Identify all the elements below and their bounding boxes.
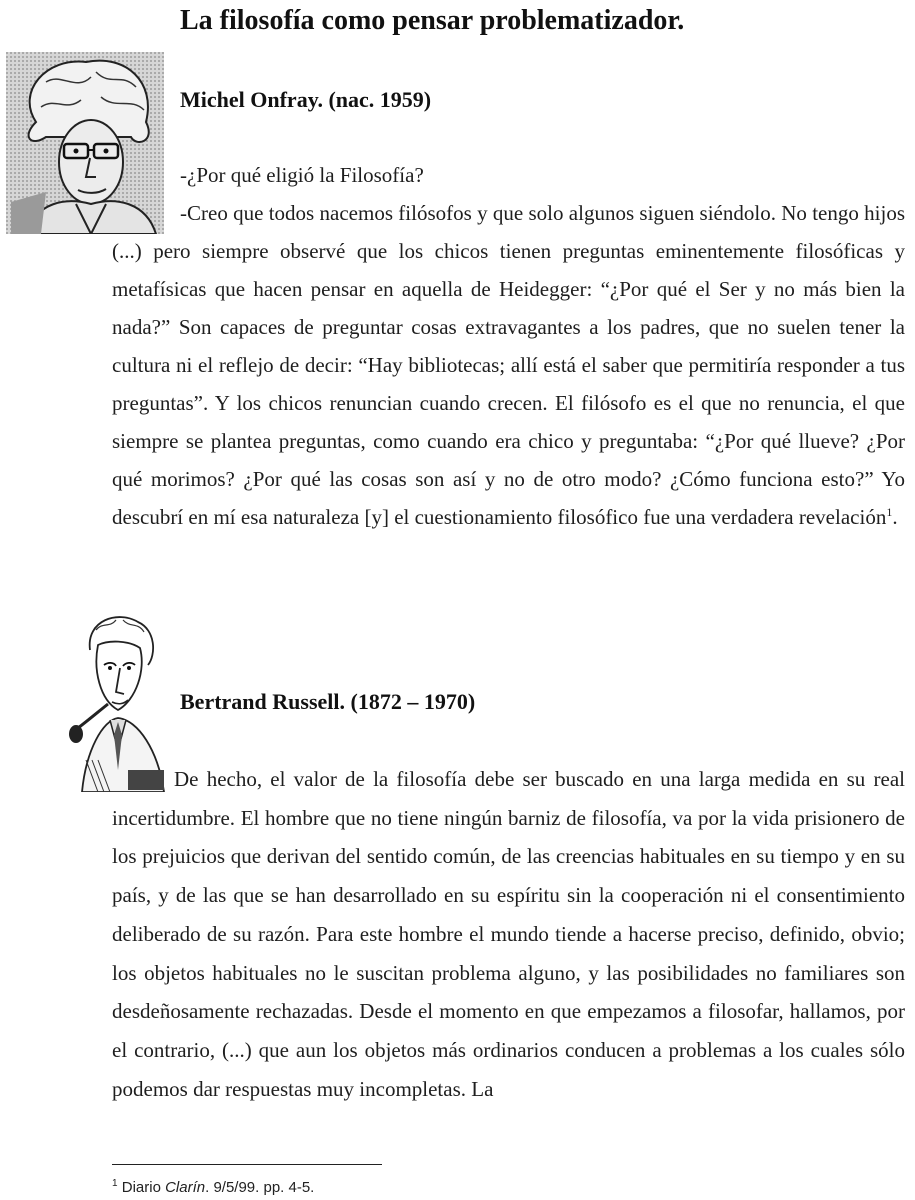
- footnote-rest: . 9/5/99. pp. 4-5.: [205, 1179, 315, 1196]
- footnote-source: Clarín: [165, 1179, 206, 1196]
- onfray-heading: Michel Onfray. (nac. 1959): [180, 87, 432, 112]
- russell-text: De hecho, el valor de la filosofía debe ser buscado en una larga medida en su real incertidumbre. El hombre que no tiene ningún barniz de filosofía, va por la vida prisionero de los prejuicios que derivan del sentido común, de las creencias habituales en su tiempo y en su país, y de las que se han desarrollado en su espíritu sin la cooperación ni el consentimiento deliberado de su razón. Para este hombre el mundo tiende a hacerse preciso, definido, obvio; los objetos habituales no le suscitan problema alguno, y las posibilidades no familiares son desdeñosamente rechazadas. Desde el momento en que empezamos a filosofar, hallamos, por el contrario, (...) que aun los objetos más ordinarios conducen a problemas a los cuales sólo podemos dar respuestas muy incompletas. La: [112, 767, 905, 1101]
- portrait-wrap-spacer: [112, 194, 180, 232]
- footnote-reference: 1: [886, 505, 893, 519]
- russell-heading: Bertrand Russell. (1872 – 1970): [180, 689, 476, 714]
- portrait-wrap-spacer: [112, 760, 174, 798]
- russell-paragraph: [112, 760, 905, 1108]
- onfray-question: -¿Por qué eligió la Filosofía?: [180, 163, 424, 187]
- onfray-answer-text: -Creo que todos nacemos filósofos y que solo algunos siguen siéndolo. No tengo hijos (...) pero siempre observé que los chicos tienen preguntas eminentemente filosóficas y metafísicas que hacen pensar en aquella de Heidegger: “¿Por qué el Ser y no más bien la nada?” Son capaces de preguntar cosas extravagantes a los padres, que no suelen tener la cultura ni el reflejo de decir: “Hay bibliotecas; allí está el saber que permitiría responder a tus preguntas”. Y los chicos renuncian cuando crecen. El filósofo es el que no renuncia, el que siempre se plantea preguntas, como cuando era chico y preguntaba: “¿Por qué llueve? ¿Por qué morimos? ¿Por qué las cosas son así y no de otro modo? ¿Cómo funciona esto?” Yo descubrí en mí esa naturaleza [y] el cuestionamiento filosófico fue una verdadera revelación: [112, 201, 905, 529]
- footnote-divider: [112, 1164, 382, 1165]
- page-title: La filosofía como pensar problematizador.: [180, 5, 685, 36]
- footnote-number: 1: [112, 1178, 118, 1189]
- footnote-prefix: Diario: [121, 1179, 166, 1196]
- onfray-answer-paragraph: -Creo que todos nacemos filósofos y que solo algunos siguen siéndolo. No tengo hijos (...) pero siempre observé que los chicos tienen preguntas eminentemente filosóficas y metafísicas que hacen pensar en aquella de Heidegger: “¿Por qué el Ser y no más bien la nada?” Son capaces de preguntar cosas extravagantes a los padres, que no suelen tener la cultura ni el reflejo de decir: “Hay bibliotecas; allí está el saber que permitiría responder a tus preguntas”. Y los chicos renuncian cuando crecen. El filósofo es el que no renuncia, el que siempre se plantea preguntas, como cuando era chico y preguntaba: “¿Por qué llueve? ¿Por qué morimos? ¿Por qué las cosas son así y no de otro modo? ¿Cómo funciona esto?” Yo descubrí en mí esa naturaleza [y] el cuestionamiento filosófico fue una verdadera revelación$^1$.: [112, 194, 905, 536]
- footnote: [112, 1174, 314, 1198]
